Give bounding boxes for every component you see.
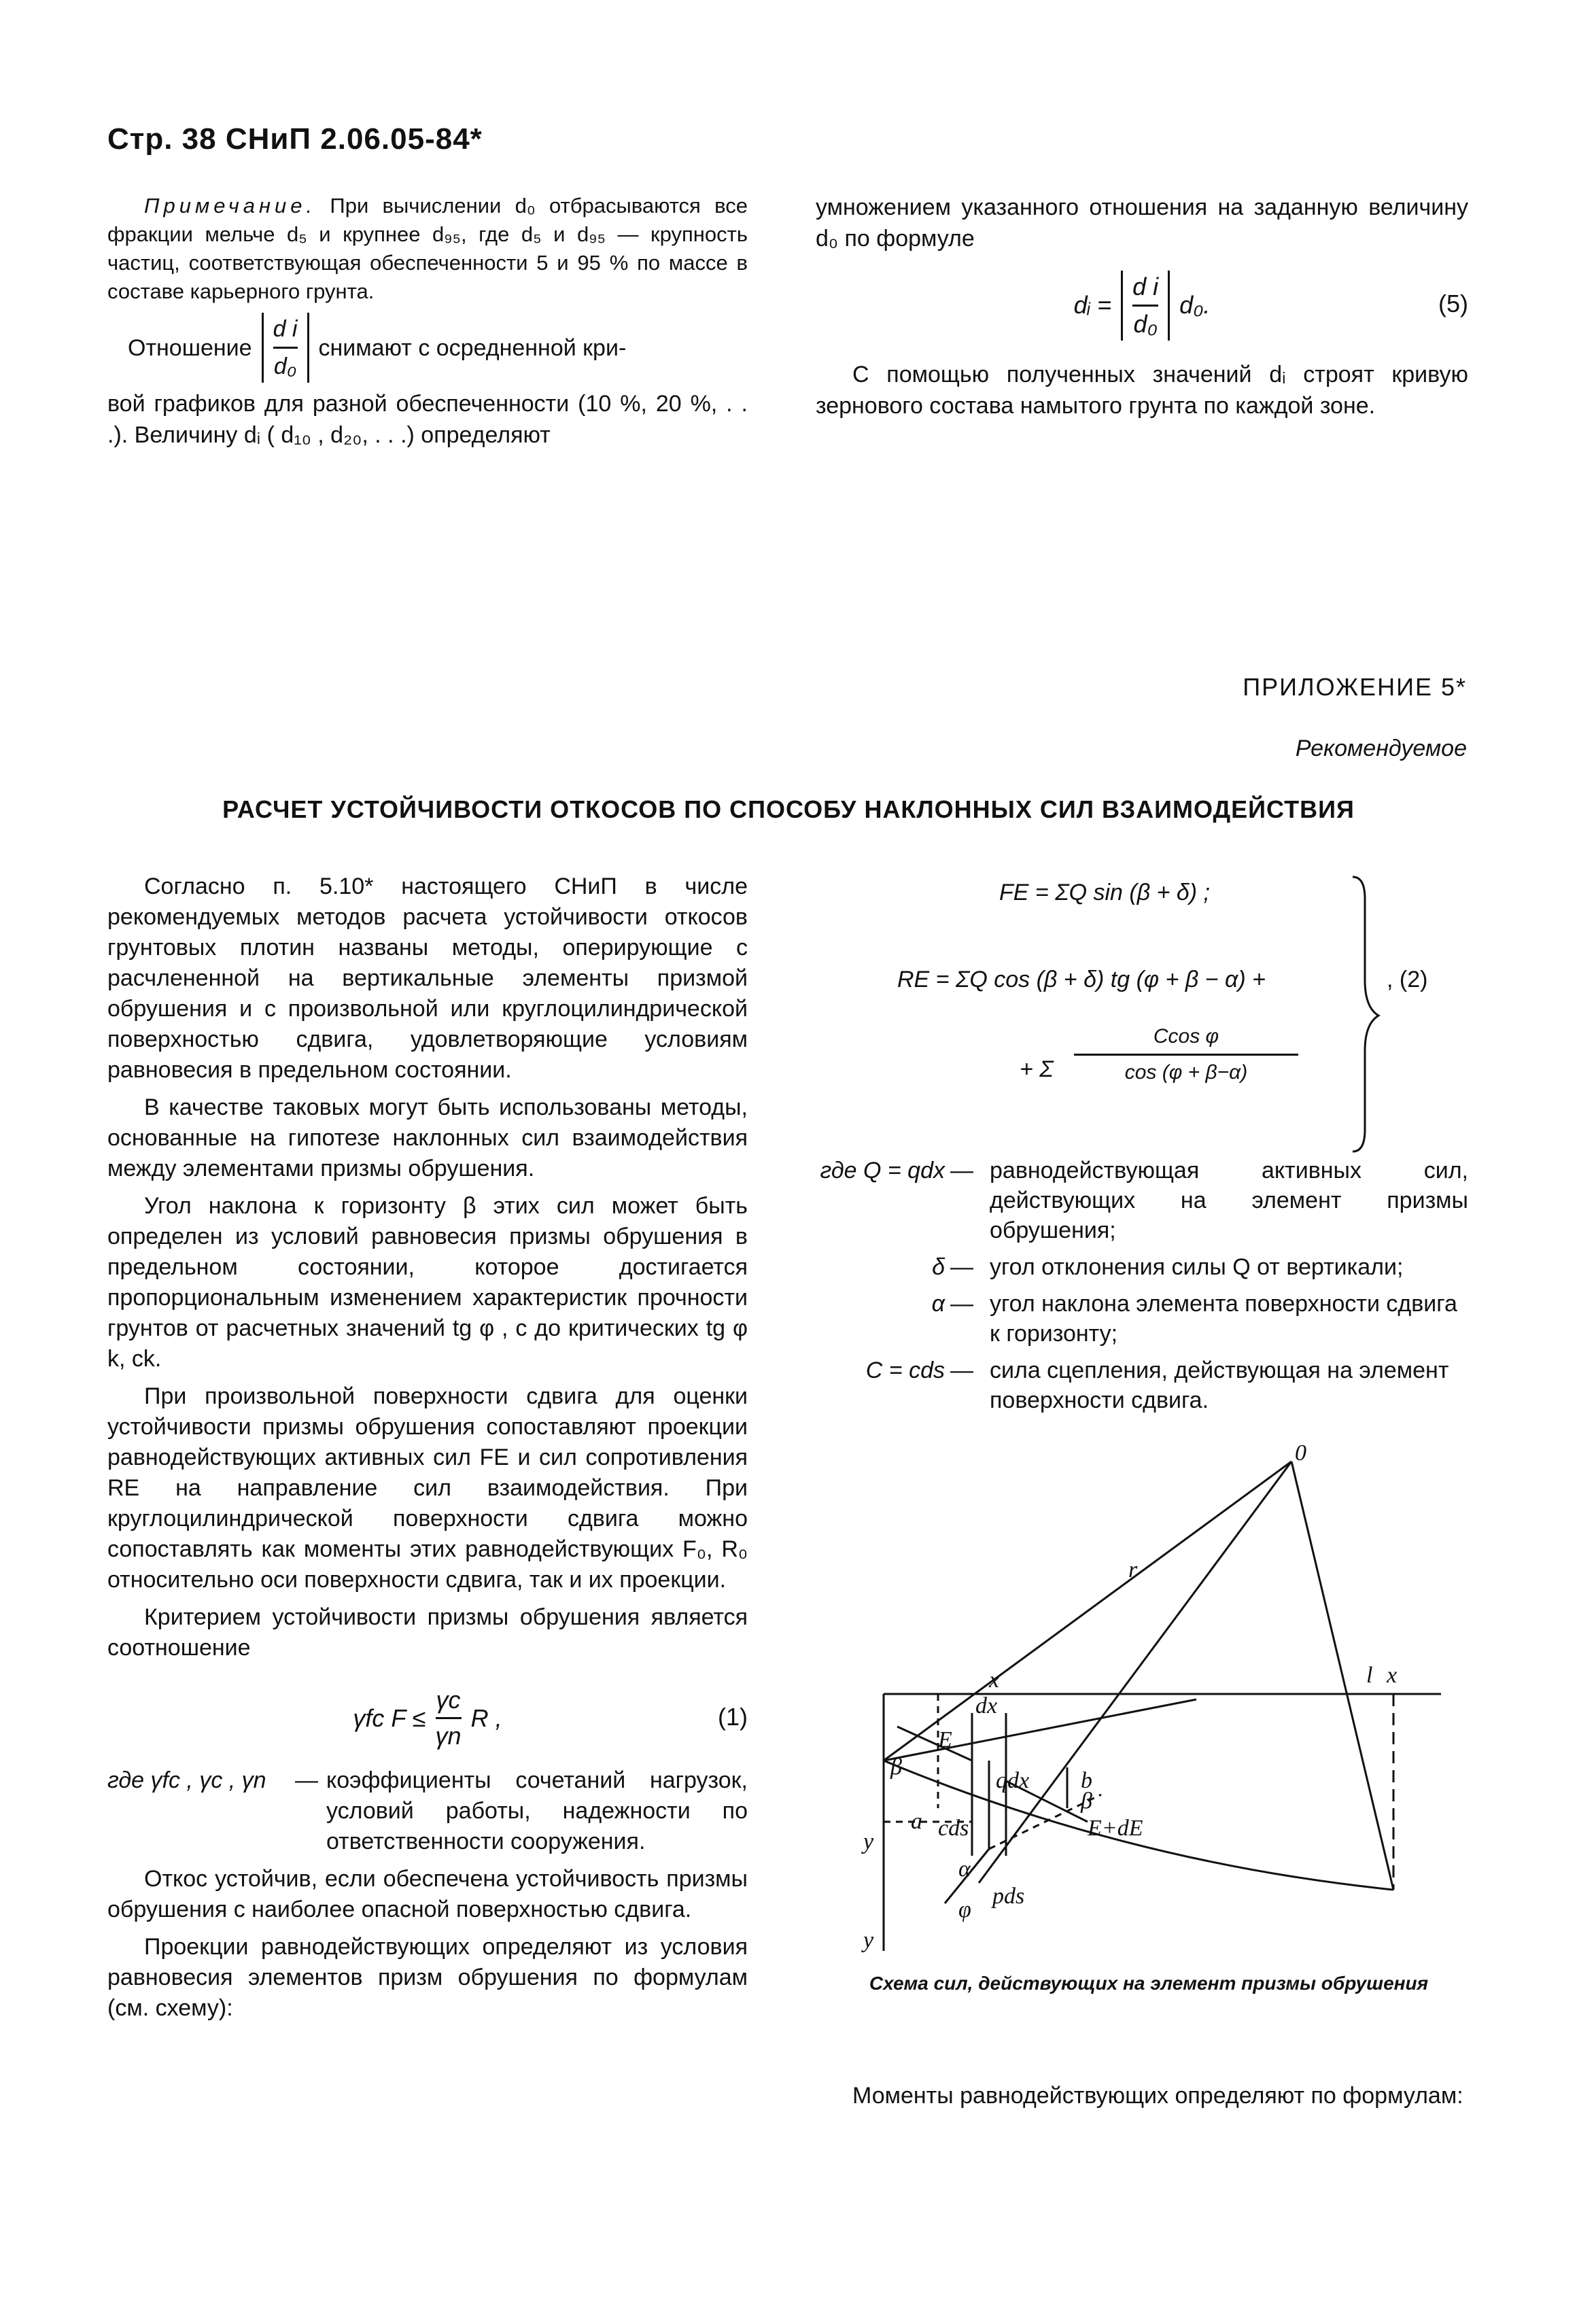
label-O: 0 [1295, 1441, 1306, 1466]
formula-5-tail: d₀. [1179, 291, 1211, 319]
formula-1-number: (1) [718, 1703, 748, 1731]
diagram-caption: Схема сил, действующих на элемент призмы обрушения [869, 1973, 1429, 1994]
paragraph-6: Откос устойчив, если обеспечена устойчивость призмы обрушения с наиболее опасной поверхностью сдвига. [107, 1866, 748, 1922]
coefficients-symbols: где γfc , γc , γn [107, 1767, 266, 1793]
radius-line-right [1291, 1461, 1393, 1890]
moments-paragraph-block [816, 2080, 1468, 2118]
note-text: При вычислении d₀ отбрасываются все фракции мельче d₅ и крупнее d₉₅, где d₅ и d₉₅ — крупность частиц, соответствующая обеспеченности 5 и 95 % по массе в составе карьерного грунта. [107, 194, 748, 303]
definition-symbol: α [931, 1291, 945, 1317]
formula-2-line-1: FE = ΣQ sin (β + δ) ; [999, 880, 1210, 905]
definition-text: угол наклона элемента поверхности сдвига к горизонту; [990, 1291, 1457, 1347]
formula-1-denominator: γn [435, 1721, 462, 1750]
label-l: l [1366, 1663, 1373, 1688]
note-paragraph [107, 192, 748, 306]
definition-dash: — [950, 1291, 973, 1317]
paragraph-7: Проекции равнодействующих определяют из условия равновесия элементов призм обрушения по формулам (см. схему): [107, 1934, 748, 2021]
formula-2-line-2: RE = ΣQ cos (β + δ) tg (φ + β − α) + [897, 967, 1266, 992]
paragraph-5: Критерием устойчивости призмы обрушения является соотношение [107, 1604, 748, 1661]
formula-2-brace [1346, 871, 1387, 1171]
section-title: РАСЧЕТ УСТОЙЧИВОСТИ ОТКОСОВ ПО СПОСОБУ НАКЛОННЫХ СИЛ ВЗАИМОДЕЙСТВИЯ [222, 795, 1355, 823]
ratio-denominator: d₀ [273, 353, 297, 379]
label-beta-right: β [1081, 1788, 1092, 1814]
label-a: a [911, 1809, 922, 1834]
formula-5-numerator: d i [1132, 272, 1159, 300]
label-b: b [1081, 1768, 1092, 1793]
formula-2-number: , (2) [1387, 967, 1428, 992]
formula-1-fraction [436, 1684, 462, 1752]
label-x-right: x [1387, 1663, 1398, 1688]
coefficients-dash: — [295, 1767, 318, 1793]
formula-5-denominator: d₀ [1133, 309, 1158, 338]
force-scheme-diagram [843, 1441, 1455, 1958]
page-header: Стр. 38 СНиП 2.06.05-84* [107, 122, 483, 156]
label-pds: pds [992, 1884, 1025, 1909]
slope-line [884, 1699, 1196, 1761]
definition-symbol: δ [932, 1254, 945, 1280]
formula-5-lhs: dᵢ = [1073, 291, 1112, 319]
multiply-paragraph: умножением указанного отношения на заданную величину d₀ по формуле [816, 194, 1468, 252]
formula-2-line-3-fraction [1074, 1021, 1298, 1088]
definition-row [816, 1289, 1468, 1349]
recommended-label: Рекомендуемое [1295, 736, 1467, 761]
definition-dash: — [950, 1158, 973, 1183]
label-phi: φ [958, 1897, 971, 1922]
ratio-line [107, 313, 748, 383]
appendix-label: ПРИЛОЖЕНИЕ 5* [1243, 673, 1467, 701]
label-beta-left: β [890, 1754, 902, 1780]
moments-paragraph: Моменты равнодействующих определяют по формулам: [852, 2083, 1463, 2109]
definition-row [816, 1355, 1468, 1415]
main-left-column [107, 871, 748, 2030]
paragraph-4: При произвольной поверхности сдвига для оценки устойчивости призмы обрушения сопоставляют проекции равнодействующих активных сил FE и сил сопротивления RE на направление сил взаимодействия. При круглоцилиндрической поверхности сдвига можно сопоставлять как моменты этих равнодействующих F₀, R₀ относительно оси поверхности сдвига, так и их проекции. [107, 1383, 748, 1593]
formula-1-lhs: γfc F ≤ [353, 1703, 426, 1732]
paragraph-2: В качестве таковых могут быть использованы методы, основанные на гипотезе наклонных сил взаимодействия между элементами призмы обрушения. [107, 1094, 748, 1181]
ratio-continuation: вой графиков для разной обеспеченности (10 %, 20 %, . . .). Величину dᵢ ( d₁₀ , d₂₀, . . .) определяют [107, 391, 748, 448]
label-y-upper: y [863, 1829, 874, 1854]
definition-symbol: где Q = qdx [820, 1158, 945, 1183]
definition-symbol: C = cds [865, 1357, 945, 1383]
label-E-dE: E+dE [1088, 1816, 1143, 1841]
label-qdx: qdx [996, 1768, 1030, 1793]
ratio-fraction [262, 313, 309, 383]
formula-2-fraction-denominator: cos (φ + β−α) [1124, 1061, 1248, 1084]
formula-5 [816, 261, 1468, 349]
top-right-column [816, 192, 1468, 428]
coefficients-text: коэффициенты сочетаний нагрузок, условий работы, надежности по ответственности сооружения. [326, 1767, 748, 1854]
ratio-suffix: снимают с осредненной кри- [318, 334, 627, 361]
definition-dash: — [950, 1357, 973, 1383]
label-E: E [938, 1727, 952, 1752]
paragraph-3: Угол наклона к горизонту β этих сил может быть определен из условий равновесия призмы обрушения в предельном состоянии, которое достигается пропорциональным изменением характеристик прочности грунтов от расчетных значений tg φ , c до критических tg φ k, ck. [107, 1193, 748, 1372]
paragraph-1: Согласно п. 5.10* настоящего СНиП в числе рекомендуемых методов расчета устойчивости откосов грунтовых плотин названы методы, оперирующие с расчлененной на вертикальные элементы призмой обрушения и с произвольной или круглоцилиндрической поверхностью сдвига, удовлетворяющие условиям равновесия в предельном состоянии. [107, 873, 748, 1083]
definition-text: угол отклонения силы Q от вертикали; [990, 1254, 1404, 1280]
label-cds: cds [938, 1816, 969, 1841]
formula-2-fraction-numerator: Ccos φ [1153, 1025, 1219, 1048]
label-r: r [1128, 1557, 1138, 1582]
top-left-column [107, 192, 748, 457]
definition-text: сила сцепления, действующая на элемент поверхности сдвига. [990, 1357, 1449, 1413]
formula-2-line-3-prefix: + Σ [1020, 1056, 1054, 1082]
definitions-list [816, 1149, 1468, 1415]
note-label: Примечание. [144, 194, 317, 218]
label-dx: dx [975, 1693, 998, 1718]
ratio-prefix: Отношение [128, 334, 252, 361]
formula-2 [816, 871, 1468, 1171]
label-y-lower: y [863, 1928, 874, 1953]
definition-text: равнодействующая активных сил, действующих на элемент призмы обрушения; [990, 1158, 1468, 1243]
formula-5-fraction [1121, 271, 1170, 341]
radius-line-left [884, 1461, 1291, 1761]
formula-1-numerator: γc [436, 1685, 461, 1714]
coefficients-definition [107, 1765, 748, 1857]
curve-paragraph: С помощью полученных значений dᵢ строят кривую зернового состава намытого грунта по каждой зоне. [816, 362, 1468, 419]
formula-1-rhs: R , [470, 1703, 502, 1732]
definition-dash: — [950, 1254, 973, 1280]
label-x-top: x [989, 1667, 1000, 1693]
definition-row [816, 1156, 1468, 1245]
label-alpha: α [958, 1856, 971, 1882]
definition-row [816, 1252, 1468, 1282]
ratio-numerator: d i [273, 316, 298, 342]
formula-5-number: (5) [1438, 290, 1468, 317]
formula-1 [107, 1670, 748, 1765]
